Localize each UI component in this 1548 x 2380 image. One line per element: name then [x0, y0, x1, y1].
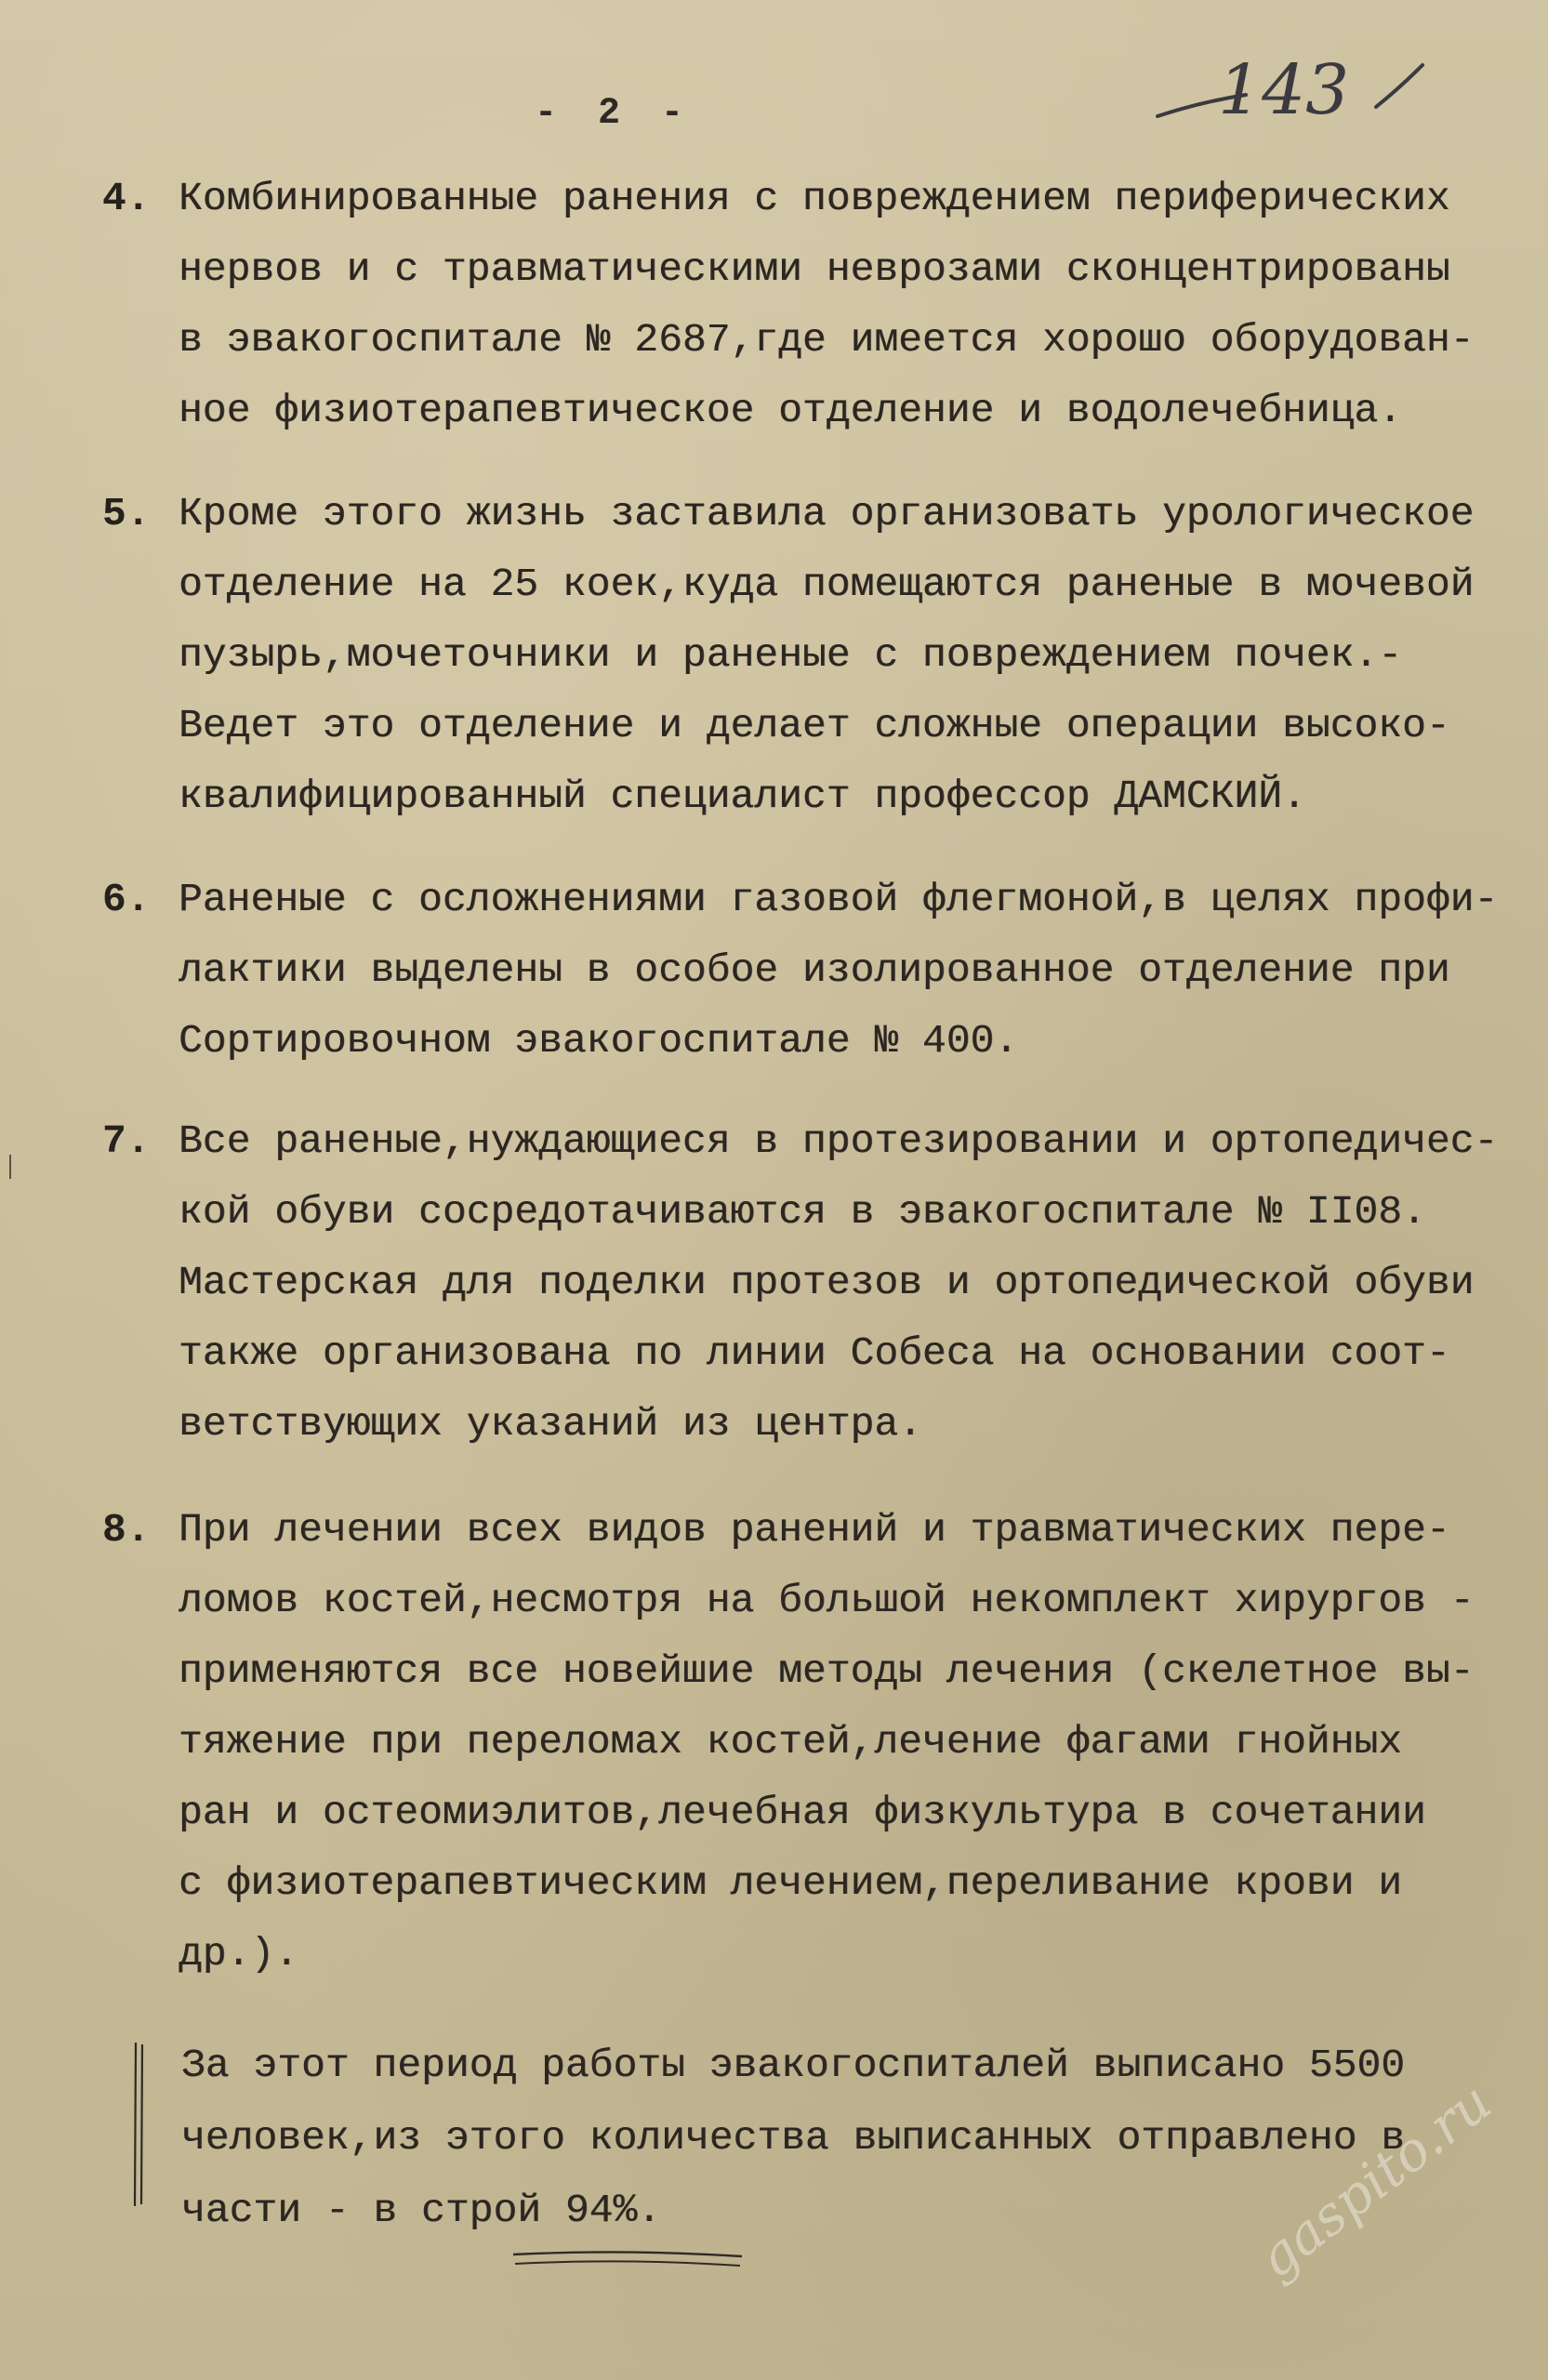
text-line: нервов и с травматическими неврозами сконцентрированы: [179, 246, 1450, 292]
text-line: Раненые с осложнениями газовой флегмоной,в целях профи-: [179, 877, 1499, 922]
text-line: тяжение при переломах костей,лечение фагами гнойных: [179, 1719, 1403, 1765]
item-7: [102, 1106, 1499, 1460]
item-6: [102, 865, 1499, 1077]
text-line: ное физиотерапевтическое отделение и водолечебница.: [179, 388, 1403, 433]
text-line: др.).: [179, 1931, 299, 1977]
summary-paragraph: [102, 2030, 1478, 2247]
text-line: При лечении всех видов ранений и травматических пере-: [179, 1507, 1450, 1553]
text-line: Мастерская для поделки протезов и ортопедической обуви: [179, 1260, 1475, 1305]
archive-folio-number: [1144, 37, 1450, 139]
item-5: [102, 479, 1478, 832]
text-line: с физиотерапевтическим лечением,переливание крови и: [179, 1860, 1403, 1906]
text-line: части - в строй 94%.: [181, 2188, 662, 2233]
item-8: [102, 1495, 1478, 1990]
text-line: Сортировочном эвакогоспитале № 400.: [179, 1018, 1019, 1064]
text-line: человек,из этого количества выписанных отправлено в: [181, 2115, 1406, 2161]
item-number: 8.: [102, 1507, 151, 1553]
text-line: лактики выделены в особое изолированное отделение при: [179, 947, 1450, 993]
watermark: gaspito.ru: [1246, 2069, 1503, 2291]
text-line: Все раненые,нуждающиеся в протезировании и ортопедичес-: [179, 1118, 1499, 1164]
edge-mark: [7, 1153, 13, 1181]
text-line: применяются все новейшие методы лечения (скелетное вы-: [179, 1648, 1475, 1694]
item-number: 6.: [102, 877, 151, 922]
text-line: отделение на 25 коек,куда помещаются раненые в мочевой: [179, 562, 1475, 607]
item-4: [102, 164, 1478, 446]
text-line: За этот период работы эвакогоспиталей выписано 5500: [181, 2043, 1406, 2088]
archive-number-text: 143: [1218, 50, 1350, 130]
closing-underline: [511, 2245, 744, 2273]
text-line: Кроме этого жизнь заставила организовать урологическое: [179, 491, 1475, 536]
text-line: пузырь,мочеточники и раненые с повреждением почек.-: [179, 632, 1403, 678]
text-line: Ведет это отделение и делает сложные операции высоко-: [179, 703, 1450, 748]
text-line: кой обуви сосредотачиваются в эвакогоспитале № II08.: [179, 1189, 1426, 1235]
text-line: в эвакогоспитале № 2687,где имеется хорошо оборудован-: [179, 317, 1475, 363]
text-line: ломов костей,несмотря на большой некомплект хирургов -: [179, 1578, 1475, 1623]
item-number: 4.: [102, 176, 151, 221]
text-line: также организована по линии Собеса на основании соот-: [179, 1330, 1450, 1376]
text-line: ветствующих указаний из центра.: [179, 1401, 922, 1447]
page-number: - 2 -: [535, 93, 694, 135]
text-line: квалифицированный специалист профессор ДАМСКИЙ.: [179, 774, 1306, 819]
item-number: 5.: [102, 491, 151, 536]
item-number: 7.: [102, 1118, 151, 1164]
text-line: Комбинированные ранения с повреждением периферических: [179, 176, 1450, 221]
text-line: ран и остеомиэлитов,лечебная физкультура в сочетании: [179, 1790, 1426, 1835]
